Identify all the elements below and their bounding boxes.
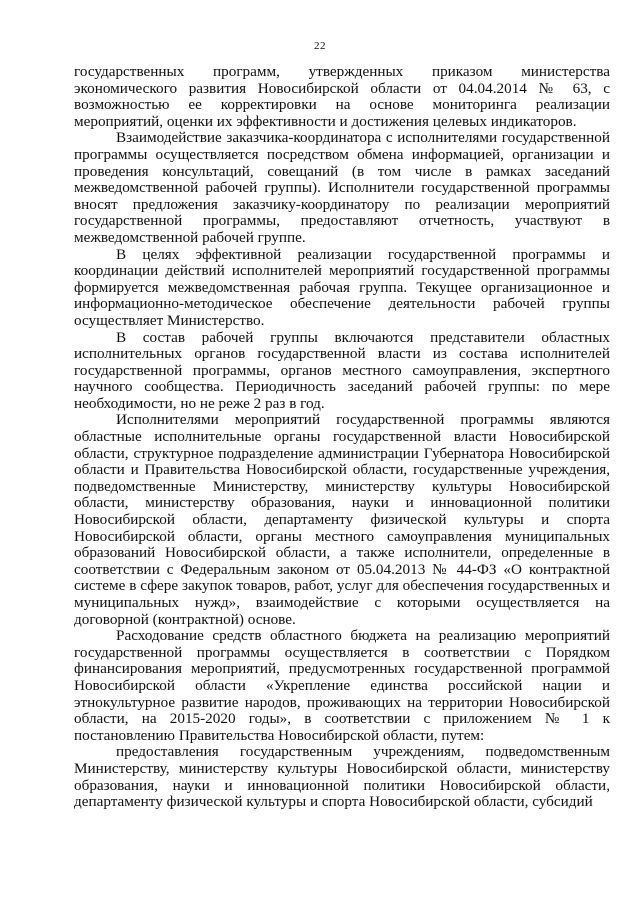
paragraph-executors: Исполнителями мероприятий государственной программы являются областные исполнительные органы государственной власти Новосибирской области, структурное подразделение администрации Губернатора Новосибирской области и Правительства Новосибирской области, государственные учреждения, подведомственные Министерству, министерству культуры Новосибирской области, министерству образования, науки и инновационной политики Новосибирской области, департаменту физической культуры и спорта Новосибирской области, органы местного самоуправления муниципальных образований Новосибирской области, а также исполнители, определенные в соответствии с Федеральным законом от 05.04.2013 № 44-ФЗ «О контрактной системе в сфере закупок товаров, работ, услуг для обеспечения государственных и муниципальных нужд», взаимодействие с которыми осуществляется на договорной (контрактной) основе. bbox=[74, 411, 610, 628]
paragraph-continuation: государственных программ, утвержденных приказом министерства экономического развития Новосибирской области от 04.04.2014 № 63, с возможностью ее корректировки на основе мониторинга реализации мероприятий, оценки их эффективности и достижения целевых индикаторов. bbox=[74, 63, 610, 130]
paragraph-interaction: Взаимодействие заказчика-координатора с исполнителями государственной программы осуществляется посредством обмена информацией, организации и проведения консультаций, совещаний (в том числе в рамках заседаний межведомственной рабочей группы). Исполнители государственной программы вносят предложения заказчику-координатору по реализации мероприятий государственной программы, предоставляют отчетность, участвуют в межведомственной рабочей группе. bbox=[74, 129, 610, 246]
page-number: 22 bbox=[314, 40, 326, 52]
paragraph-group-composition: В состав рабочей группы включаются представители областных исполнительных органов государственной власти из состава исполнителей государственной программы, органов местного самоуправления, экспертного научного сообщества. Периодичность заседаний рабочей группы: по мере необходимости, но не реже 2 раз в год. bbox=[74, 328, 610, 412]
paragraph-subsidies: предоставления государственным учреждениям, подведомственным Министерству, министерству культуры Новосибирской области, министерству образования, науки и инновационной политики Новосибирской области, департаменту физической культуры и спорта Новосибирской области, субсидий bbox=[74, 743, 610, 811]
paragraph-budget-spending: Расходование средств областного бюджета на реализацию мероприятий государственной программы осуществляется в соответствии с Порядком финансирования мероприятий, предусмотренных государственной программой Новосибирской области «Укрепление единства российской нации и этнокультурное развитие народов, проживающих на территории Новосибирской области, на 2015-2020 годы», в соответствии с приложением № 1 к постановлению Правительства Новосибирской области, путем: bbox=[74, 627, 610, 744]
document-body bbox=[74, 64, 610, 811]
paragraph-working-group: В целях эффективной реализации государственной программы и координации действий исполнителей мероприятий государственной программы формируется межведомственная рабочая группа. Текущее организационное и информационно-методическое обеспечение деятельности рабочей группы осуществляет Министерство. bbox=[74, 245, 610, 329]
